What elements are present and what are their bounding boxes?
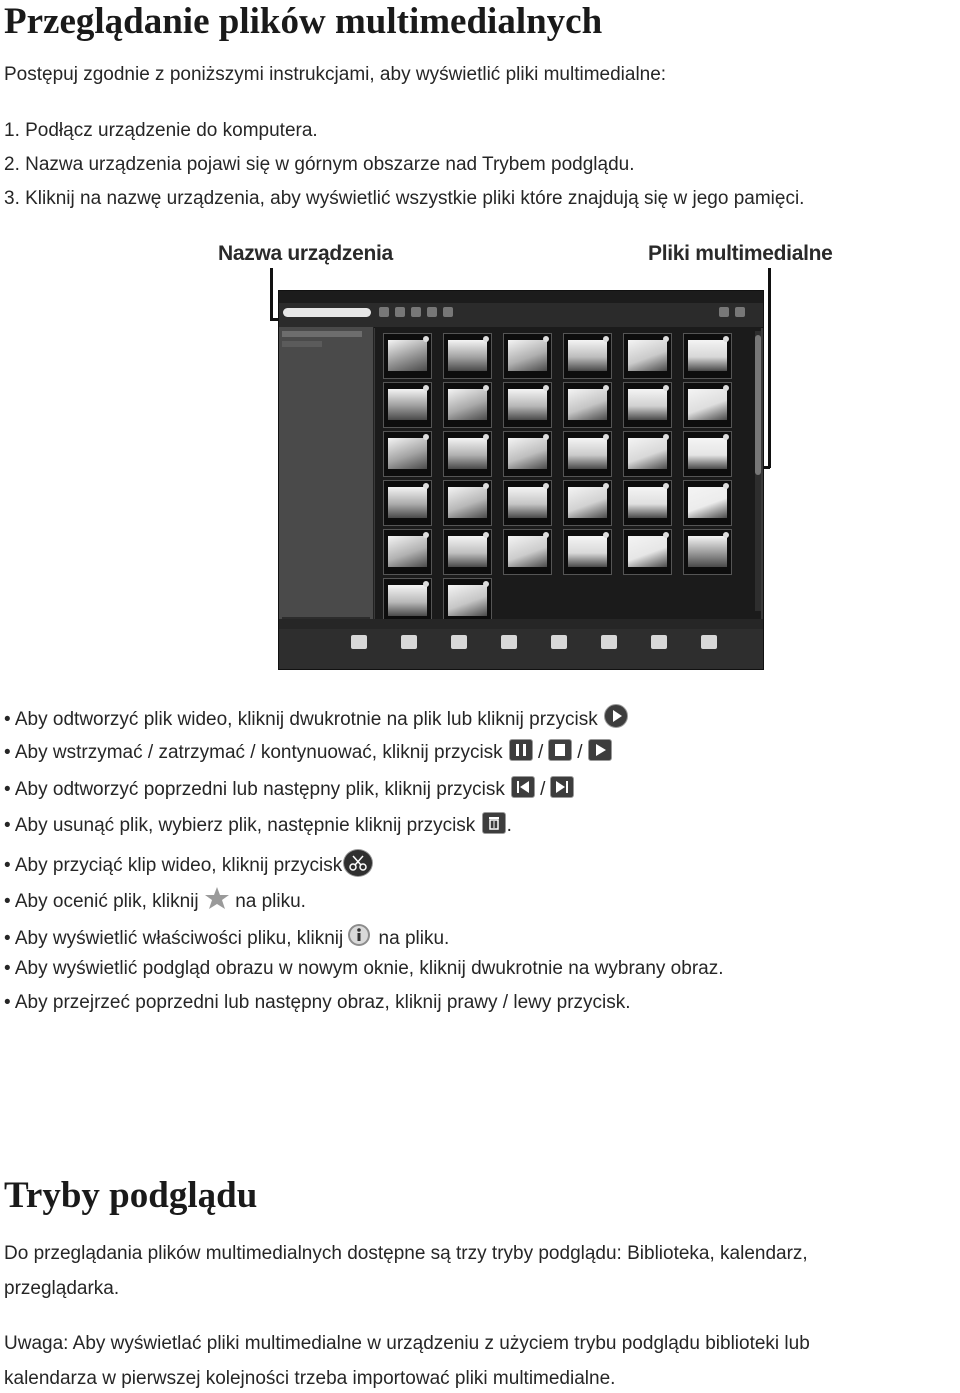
sidebar-device-row — [282, 331, 362, 337]
thumbnail-badge-icon — [603, 434, 609, 440]
app-action-icon — [501, 635, 517, 649]
info-icon — [345, 922, 373, 948]
thumbnail-photo — [688, 389, 727, 420]
app-scrollbar-thumb — [755, 335, 761, 475]
bullet-preview-image: • Aby wyświetlić podgląd obrazu w nowym oknie, kliknij dwukrotnie na wybrany obraz. — [4, 958, 724, 979]
thumbnail-badge-icon — [483, 385, 489, 391]
thumbnail-photo — [508, 438, 547, 469]
step-1: 1. Podłącz urządzenie do komputera. — [4, 120, 318, 141]
thumbnail-photo — [688, 487, 727, 518]
media-thumbnail — [383, 333, 432, 379]
thumbnail-photo — [448, 340, 487, 371]
thumbnail-badge-icon — [423, 434, 429, 440]
star-icon — [204, 886, 230, 910]
page-title: Przeglądanie plików multimedialnych — [4, 1, 603, 42]
media-thumbnail — [383, 382, 432, 428]
thumbnail-photo — [628, 536, 667, 567]
media-thumbnail — [443, 431, 492, 477]
thumbnail-badge-icon — [723, 434, 729, 440]
callout-device-name: Nazwa urządzenia — [218, 242, 393, 265]
trash-icon — [482, 812, 506, 834]
media-thumbnail — [383, 529, 432, 575]
note-paragraph-line-1: Uwaga: Aby wyświetlać pliki multimedialne w urządzeniu z użyciem trybu podglądu biblioteki lub — [4, 1333, 810, 1354]
thumbnail-badge-icon — [483, 581, 489, 587]
thumbnail-badge-icon — [663, 385, 669, 391]
app-action-icon — [701, 635, 717, 649]
bullet-browse-images: • Aby przejrzeć poprzedni lub następny obraz, kliknij prawy / lewy przycisk. — [4, 992, 631, 1013]
thumbnail-badge-icon — [663, 336, 669, 342]
thumbnail-photo — [448, 536, 487, 567]
thumbnail-photo — [688, 438, 727, 469]
thumbnail-badge-icon — [543, 434, 549, 440]
thumbnail-photo — [448, 487, 487, 518]
app-statusbar — [279, 619, 763, 629]
bullet-trim-video — [4, 849, 374, 877]
media-thumbnail — [683, 529, 732, 575]
thumbnail-badge-icon — [723, 532, 729, 538]
modes-paragraph-line-2: przeglądarka. — [4, 1278, 120, 1299]
thumbnail-photo — [448, 389, 487, 420]
app-action-icon — [551, 635, 567, 649]
media-thumbnail — [623, 333, 672, 379]
thumbnail-photo — [388, 487, 427, 518]
media-thumbnail — [503, 333, 552, 379]
app-action-icon — [601, 635, 617, 649]
thumbnail-badge-icon — [723, 483, 729, 489]
media-thumbnail — [383, 480, 432, 526]
thumbnail-badge-icon — [543, 336, 549, 342]
media-thumbnail — [443, 382, 492, 428]
app-toolbar-button — [411, 307, 421, 317]
thumbnail-badge-icon — [423, 532, 429, 538]
media-thumbnail — [623, 431, 672, 477]
app-sidebar — [279, 327, 374, 669]
separator: / — [537, 742, 544, 763]
app-action-icon — [351, 635, 367, 649]
media-thumbnail — [563, 333, 612, 379]
intro-text: Postępuj zgodnie z poniższymi instrukcjami, aby wyświetlić pliki multimedialne: — [4, 64, 667, 85]
app-action-icon — [451, 635, 467, 649]
media-thumbnail — [563, 480, 612, 526]
bullet-text: • Aby odtworzyć plik wideo, kliknij dwukrotnie na plik lub kliknij przycisk — [4, 709, 598, 730]
pause-icon — [509, 739, 533, 761]
thumbnail-badge-icon — [543, 385, 549, 391]
thumbnail-photo — [508, 536, 547, 567]
app-toolbar-button — [735, 307, 745, 317]
previous-icon — [511, 776, 535, 798]
thumbnail-badge-icon — [603, 483, 609, 489]
bullet-rate-file — [4, 886, 306, 913]
thumbnail-photo — [568, 438, 607, 469]
bullet-text-end: na pliku. — [235, 891, 306, 912]
thumbnail-photo — [568, 536, 607, 567]
thumbnail-badge-icon — [423, 483, 429, 489]
thumbnail-badge-icon — [603, 385, 609, 391]
thumbnail-badge-icon — [603, 532, 609, 538]
thumbnail-photo — [388, 536, 427, 567]
bullet-text-end: na pliku. — [378, 928, 450, 949]
app-bottom-toolbar — [279, 629, 763, 669]
media-thumbnail — [683, 382, 732, 428]
thumbnail-photo — [388, 389, 427, 420]
thumbnail-badge-icon — [483, 336, 489, 342]
thumbnail-photo — [508, 487, 547, 518]
app-toolbar-button — [395, 307, 405, 317]
media-thumbnail — [503, 480, 552, 526]
media-thumbnail-grid — [375, 327, 761, 619]
media-thumbnail — [503, 431, 552, 477]
thumbnail-badge-icon — [483, 532, 489, 538]
separator: / — [577, 742, 583, 763]
media-thumbnail — [503, 529, 552, 575]
thumbnail-badge-icon — [483, 434, 489, 440]
app-toolbar-button — [443, 307, 453, 317]
media-thumbnail — [383, 431, 432, 477]
thumbnail-photo — [688, 536, 727, 567]
bullet-text-end: . — [506, 815, 512, 836]
media-thumbnail — [443, 529, 492, 575]
bullet-prev-next-file — [4, 776, 575, 801]
play-icon — [604, 704, 628, 728]
media-thumbnail — [683, 480, 732, 526]
thumbnail-photo — [688, 340, 727, 371]
step-2: 2. Nazwa urządzenia pojawi się w górnym obszarze nad Trybem podglądu. — [4, 154, 635, 175]
media-thumbnail — [623, 529, 672, 575]
leader-line-left — [270, 268, 273, 320]
bullet-play-video — [4, 704, 629, 731]
sidebar-sub-row — [282, 341, 322, 347]
thumbnail-photo — [568, 340, 607, 371]
media-thumbnail — [383, 578, 432, 624]
note-paragraph-line-2: kalendarza w pierwszej kolejności trzeba importować pliki multimedialne. — [4, 1368, 616, 1389]
media-thumbnail — [443, 333, 492, 379]
media-browser-figure — [210, 238, 833, 670]
media-thumbnail — [683, 333, 732, 379]
app-search-box — [283, 308, 371, 317]
thumbnail-photo — [628, 389, 667, 420]
thumbnail-badge-icon — [663, 434, 669, 440]
thumbnail-photo — [628, 438, 667, 469]
app-action-icon — [401, 635, 417, 649]
step-3: 3. Kliknij na nazwę urządzenia, aby wyświetlić wszystkie pliki które znajdują się w jego pamięci. — [4, 188, 805, 209]
bullet-text: • Aby usunąć plik, wybierz plik, następnie kliknij przycisk — [4, 815, 476, 836]
thumbnail-badge-icon — [543, 483, 549, 489]
thumbnail-photo — [508, 389, 547, 420]
thumbnail-photo — [388, 340, 427, 371]
section-title-preview-modes: Tryby podglądu — [4, 1175, 258, 1216]
thumbnail-badge-icon — [663, 483, 669, 489]
callout-media-files: Pliki multimedialne — [648, 242, 833, 265]
thumbnail-photo — [568, 487, 607, 518]
media-thumbnail — [623, 480, 672, 526]
bullet-properties — [4, 922, 449, 950]
thumbnail-photo — [448, 438, 487, 469]
app-toolbar-button — [379, 307, 389, 317]
thumbnail-photo — [568, 389, 607, 420]
media-thumbnail — [563, 529, 612, 575]
media-thumbnail — [563, 382, 612, 428]
media-thumbnail — [443, 480, 492, 526]
media-thumbnail — [683, 431, 732, 477]
modes-paragraph-line-1: Do przeglądania plików multimedialnych dostępne są trzy tryby podglądu: Biblioteka, kalendarz, — [4, 1243, 808, 1264]
thumbnail-photo — [508, 340, 547, 371]
thumbnail-photo — [388, 438, 427, 469]
media-thumbnail — [563, 431, 612, 477]
app-toolbar-button — [719, 307, 729, 317]
separator: / — [540, 779, 546, 800]
thumbnail-badge-icon — [543, 532, 549, 538]
app-titlebar — [279, 291, 763, 303]
thumbnail-photo — [628, 340, 667, 371]
resume-icon — [588, 739, 612, 761]
thumbnail-photo — [628, 487, 667, 518]
thumbnail-badge-icon — [423, 336, 429, 342]
thumbnail-photo — [448, 585, 487, 616]
bullet-text: • Aby przyciąć klip wideo, kliknij przycisk — [4, 855, 343, 876]
thumbnail-badge-icon — [603, 336, 609, 342]
bullet-pause-stop-resume — [4, 739, 613, 764]
app-window-screenshot — [278, 290, 764, 670]
media-thumbnail — [443, 578, 492, 624]
bullet-text: • Aby wstrzymać / zatrzymać / kontynuować, kliknij przycisk — [4, 742, 503, 763]
thumbnail-badge-icon — [483, 483, 489, 489]
scissors-icon — [343, 849, 373, 877]
thumbnail-badge-icon — [663, 532, 669, 538]
next-icon — [550, 776, 574, 798]
media-thumbnail — [623, 382, 672, 428]
leader-line-right — [768, 268, 771, 468]
bullet-text: • Aby ocenić plik, kliknij — [4, 891, 199, 912]
thumbnail-badge-icon — [723, 385, 729, 391]
thumbnail-photo — [388, 585, 427, 616]
bullet-text: • Aby wyświetlić właściwości pliku, kliknij — [4, 928, 344, 949]
thumbnail-badge-icon — [423, 581, 429, 587]
thumbnail-badge-icon — [423, 385, 429, 391]
bullet-text: • Aby odtworzyć poprzedni lub następny plik, kliknij przycisk — [4, 779, 505, 800]
bullet-delete-file — [4, 812, 512, 837]
stop-icon — [548, 739, 572, 761]
app-action-icon — [651, 635, 667, 649]
thumbnail-badge-icon — [723, 336, 729, 342]
app-toolbar-button — [427, 307, 437, 317]
media-thumbnail — [503, 382, 552, 428]
